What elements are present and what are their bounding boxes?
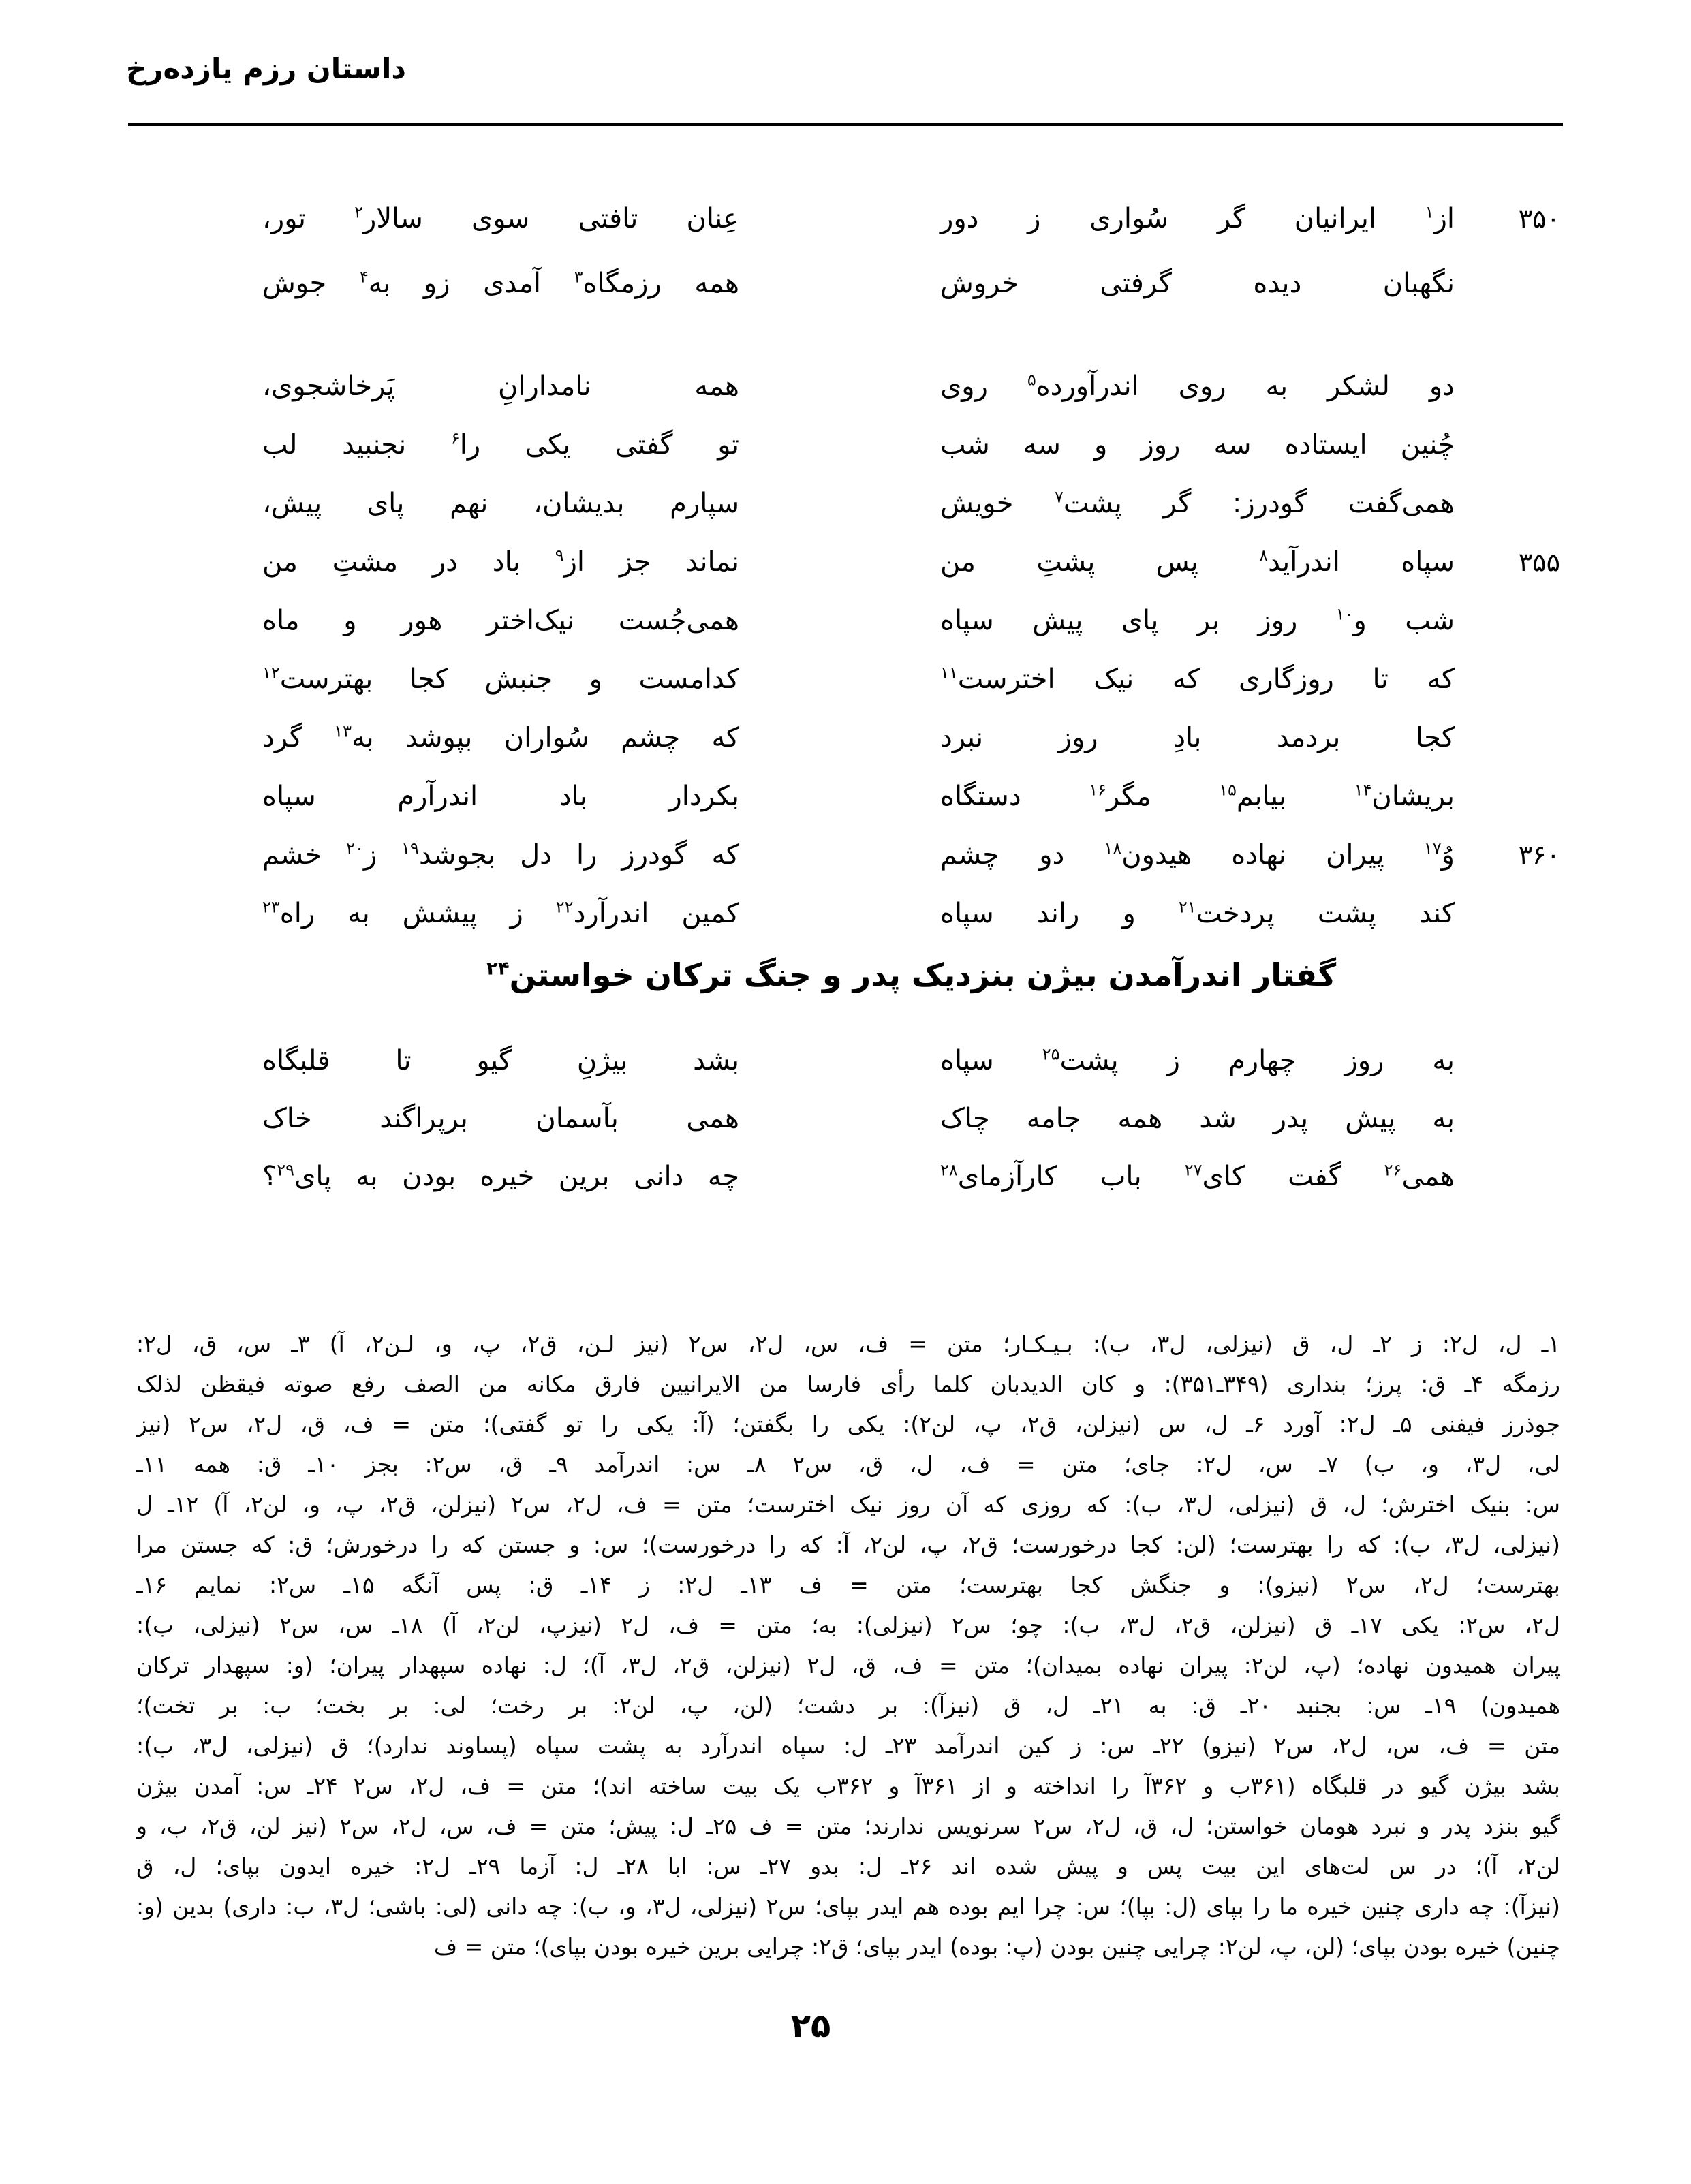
- apparatus-line: بشد بیژن گیو در قلبگاه (۳۶۱ب و ۳۶۲آ را انداخته و از ۳۶۱آ و ۳۶۲ب یک بیت ساخته اند)؛ متن = ف، ل۲، س۲ ۲۴ـ س: آمدن بیژن: [136, 1773, 1560, 1799]
- hemistich-second: همی بآسمان برپراگند خاک: [262, 1103, 739, 1134]
- apparatus-line: لی، ل۳، و، ب) ۷ـ س، ل۲: جای؛ متن = ف، ل، ق، س۲ ۸ـ س: اندرآمد ۹ـ ق، س۲: بجز ۱۰ـ ق: همه ۱۱ـ: [136, 1451, 1560, 1478]
- poem-block-2: [262, 366, 1560, 952]
- header-rule: [128, 123, 1563, 126]
- critical-apparatus: [136, 1324, 1560, 1967]
- hemistich-first: کند پشت پردخت$^{۲۱}$ و راند سپاه: [940, 897, 1455, 929]
- hemistich-first: دو لشکر به روی اندرآورده$^۵$ روی: [940, 370, 1455, 402]
- verse-couplet: [262, 659, 1560, 699]
- verse-couplet: [262, 425, 1560, 465]
- hemistich-first: چُنین ایستاده سه روز و سه شب: [940, 429, 1455, 461]
- apparatus-line: (نیزآ): چه داری چنین خیره ما را بپای (ل: بپا)؛ س: چرا ایم بوده هم ایدر بپای؛ س۲ (نیزلی، ل۳، و، ب): چه دانی (لی: باشی؛ ل۳، ب: داری) بدین (و:: [136, 1893, 1560, 1920]
- verse-couplet: [262, 484, 1560, 523]
- apparatus-line: بهترست؛ ل۲، س۲ (نیزو): و جنگش کجا بهترست؛ متن = ف ۱۳ـ ل۲: ز ۱۴ـ ق: پس آنگه ۱۵ـ س۲: نمایم ۱۶ـ: [136, 1572, 1560, 1598]
- verse-couplet: [262, 366, 1560, 406]
- hemistich-first: که تا روزگاری که نیک اخترست$^{۱۱}$: [940, 663, 1455, 695]
- hemistich-first: سپاه اندرآید$^۸$ پس پشتِ من: [940, 546, 1455, 578]
- hemistich-first: به پیش پدر شد همه جامه چاک: [940, 1103, 1455, 1134]
- apparatus-line: (نیزلی، ل۳، ب): که را بهترست؛ (لن: کجا درخورست؛ ق۲، پ، لن۲، آ: که را درخورست)؛ س: و جستن که را درخورش؛ ق: که جستن مرا: [136, 1531, 1560, 1558]
- verse-couplet: [262, 777, 1560, 816]
- hemistich-second: بشد بیژنِ گیو تا قلبگاه: [262, 1045, 739, 1076]
- apparatus-line: ل۲، س۲: یکی ۱۷ـ ق (نیزلن، ق۲، ل۳، ب): چو؛ س۲ (نیزلی): به؛ متن = ف، ل۲ (نیزپ، لن۲، آ) ۱۸ـ س، س۲ (نیزلی، ب):: [136, 1612, 1560, 1638]
- apparatus-line: رزمگه ۴ـ ق: پرز؛ بنداری (۳۴۹ـ۳۵۱): و کان الدیدبان کلما رأی فارسا من الایرانیین فارق مکانه من الصف رفع صوته فیقظن لذلک: [136, 1371, 1560, 1397]
- apparatus-line: پیران همیدون نهاده؛ (پ، لن۲: پیران نهاده بمیدان)؛ متن = ف، ق، ل۲ (نیزلن، ق۲، ل۳، آ)؛ ل: نهاده سپهدار پیران؛ (و: سپهدار ترکان: [136, 1652, 1560, 1679]
- verse-couplet: [262, 1041, 1560, 1080]
- hemistich-second: نماند جز از$^۹$ باد در مشتِ من: [262, 546, 740, 578]
- verse-couplet: [262, 264, 1560, 303]
- page-number: ۲۵: [790, 2007, 831, 2045]
- verse-couplet: [262, 718, 1560, 758]
- verse-couplet: [262, 1099, 1560, 1138]
- verse-number: ۳۶۰: [1518, 840, 1560, 870]
- verse-couplet: [262, 894, 1560, 933]
- verse-number: ۳۵۰: [1518, 204, 1560, 234]
- hemistich-first: همی‌گفت گودرز: گر پشت$^۷$ خویش: [940, 487, 1455, 519]
- hemistich-first: بریشان$^{۱۴}$ بیابم$^{۱۵}$ مگر$^{۱۶}$ دستگاه: [940, 780, 1455, 812]
- apparatus-line: س: بنیک اخترش؛ ل، ق (نیزلی، ل۳، ب): که روزی که آن روز نیک اخترست؛ متن = ف، ل۲، س۲ (نیزلن، ق۲، پ، و، لن۲، آ) ۱۲ـ ل: [136, 1491, 1560, 1518]
- hemistich-second: کمین اندرآرد$^{۲۲}$ ز پیشش به راه$^{۲۳}$: [262, 897, 740, 929]
- apparatus-line: متن = ف، س، ل۲، س۲ (نیزو) ۲۲ـ س: ز کین اندرآمد ۲۳ـ ل: سپاه اندرآرد به پشت سپاه (پساوند ندارد)؛ ق (نیزلی، ل۳، ب):: [136, 1732, 1560, 1759]
- hemistich-first: شب و$^{۱۰}$ روز بر پای پیش سپاه: [940, 604, 1455, 636]
- poem-block-3: [262, 1041, 1560, 1215]
- hemistich-first: وُ$^{۱۷}$ پیران نهاده هیدون$^{۱۸}$ دو چشم: [940, 839, 1455, 871]
- hemistich-second: سپارم بدیشان، نهم پای پیش،: [262, 488, 739, 519]
- hemistich-second: بکردار باد اندرآرم سپاه: [262, 781, 739, 812]
- verse-couplet: [262, 199, 1560, 238]
- hemistich-first: نگهبان دیده گرفتی خروش: [940, 268, 1455, 299]
- verse-couplet: [262, 542, 1560, 582]
- poem-block-1: [262, 199, 1560, 328]
- apparatus-line: جوذرز فیفنی ۵ـ ل۲: آورد ۶ـ ل، س (نیزلن، ق۲، پ، لن۲): یکی را بگفتن؛ (آ: یکی را تو گفتی)؛ متن = ف، ق، ل۲، س۲ (نیز: [136, 1411, 1560, 1437]
- hemistich-second: همی‌جُست نیک‌اختر هور و ماه: [262, 605, 739, 636]
- hemistich-first: کجا بردمد بادِ روز نبرد: [940, 722, 1455, 753]
- section-heading: گفتار اندرآمدن بیژن بنزدیک پدر و جنگ ترکان خواستن$^{۲۴}$: [486, 956, 1337, 993]
- hemistich-second: عِنان تافتی سوی سالار$^۲$ تور،: [262, 202, 739, 234]
- hemistich-second: که گودرز را دل بجوشد$^{۱۹}$ ز$^{۲۰}$ خشم: [262, 839, 740, 871]
- apparatus-line: ۱ـ ل، ل۲: ز ۲ـ ل، ق (نیزلی، ل۳، ب): بـیـکـار؛ متن = ف، س، ل۲، س۲ (نیز لـن، ق۲، پ، و، لـن۲، آ) ۳ـ س، ق، ل۲:: [136, 1330, 1560, 1357]
- apparatus-line: چنین) خیره بودن بپای؛ (لن، پ، لن۲: چرایی چنین بودن (پ: بوده) ایدر بپای؛ ق۲: چرایی برین خیره بودن بپای)؛ متن = ف: [433, 1933, 1560, 1960]
- apparatus-line: همیدون) ۱۹ـ س: بجنبد ۲۰ـ ق: به ۲۱ـ ل، ق (نیزآ): بر دشت؛ (لن، پ، لن۲: بر رخت؛ لی: بر بخت؛ ب: بر تخت)؛: [136, 1692, 1560, 1719]
- verse-number: ۳۵۵: [1518, 547, 1560, 577]
- hemistich-first: همی$^{۲۶}$ گفت کای$^{۲۷}$ باب کارآزمای$^{۲۸}$: [940, 1160, 1455, 1192]
- apparatus-line: گیو بنزد پدر و نبرد هومان خواستن؛ ل، ق، ل۲، س۲ سرنویس ندارند؛ متن = ف ۲۵ـ ل: پیش؛ متن = ف، س، ل۲، س۲ (نیز لن، ق۲، ب، و: [136, 1813, 1560, 1839]
- running-header: داستان رزم یازده‌رخ: [126, 52, 406, 85]
- verse-couplet: [262, 601, 1560, 640]
- hemistich-first: از$^۱$ ایرانیان گر سُواری ز دور: [940, 202, 1455, 234]
- hemistich-second: تو گفتی یکی را$^۶$ نجنبید لب: [262, 428, 739, 461]
- hemistich-second: کدامست و جنبش کجا بهترست$^{۱۲}$: [262, 663, 739, 695]
- verse-couplet: [262, 1157, 1560, 1196]
- hemistich-second: همه نامدارانِ پَرخاشجوی،: [262, 371, 739, 402]
- verse-couplet: [262, 835, 1560, 875]
- apparatus-line: لن۲، آ)؛ در س لت‌های این بیت پس و پیش شده اند ۲۶ـ ل: بدو ۲۷ـ س: ابا ۲۸ـ ل: آزما ۲۹ـ ل۲: خیره ایدون بپای؛ ل، ق: [136, 1853, 1560, 1879]
- hemistich-second: چه دانی برین خیره بودن به پای$^{۲۹}$؟: [262, 1160, 739, 1192]
- hemistich-second: که چشم سُواران بپوشد به$^{۱۳}$ گرد: [262, 721, 740, 753]
- hemistich-first: به روز چهارم ز پشت$^{۲۵}$ سپاه: [940, 1044, 1455, 1076]
- hemistich-second: همه رزمگاه$^۳$ آمدی زو به$^۴$ جوش: [262, 267, 740, 299]
